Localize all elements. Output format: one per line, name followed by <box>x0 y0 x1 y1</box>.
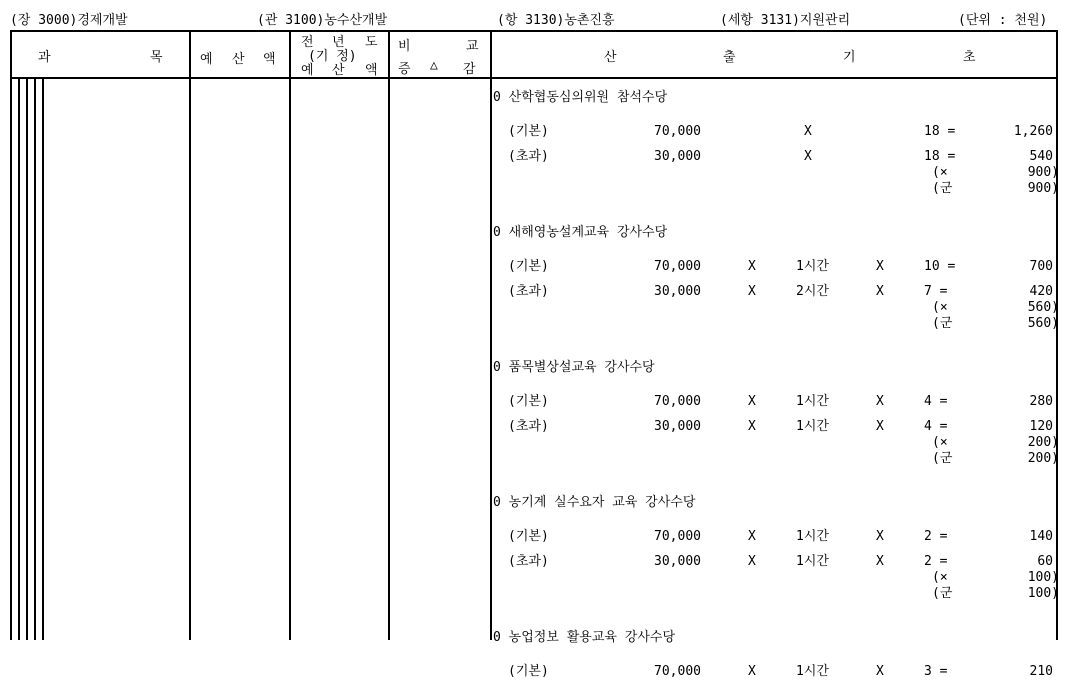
col-header-compare-bot-1: 증 <box>398 62 411 77</box>
subtotal-label: (× <box>932 570 948 585</box>
subtotal-value: 200) <box>1027 451 1059 466</box>
section-title: 0 새해영농설계교육 강사수당 <box>493 225 668 240</box>
row-amount: 30,000 <box>654 149 701 164</box>
row-total: 210 <box>1029 664 1053 679</box>
row-total: 420 <box>1029 284 1053 299</box>
row-amount: 70,000 <box>654 259 701 274</box>
row-label: (초과) <box>508 554 549 569</box>
row-hours: 1시간 <box>796 394 829 409</box>
row-hours: 2시간 <box>796 284 829 299</box>
subtotal-value: 900) <box>1027 181 1059 196</box>
subtotal-value: 560) <box>1027 316 1059 331</box>
row-total: 120 <box>1029 419 1053 434</box>
col-header-prev-bot-2: 산 <box>332 63 345 78</box>
row-label: (기본) <box>508 529 549 544</box>
col-header-prev-top-1: 전 <box>301 35 314 50</box>
row-multiply-2: X <box>876 664 884 679</box>
row-multiply-2: X <box>876 419 884 434</box>
row-multiply-1: X <box>748 259 756 274</box>
row-amount: 30,000 <box>654 419 701 434</box>
row-hours: 1시간 <box>796 554 829 569</box>
row-count: 10 = <box>924 259 956 274</box>
col-divider-budget <box>289 30 291 640</box>
col-header-prev-mid: (기 정) <box>308 49 357 64</box>
row-multiply-1: X <box>748 664 756 679</box>
row-label: (초과) <box>508 284 549 299</box>
row-hours: 1시간 <box>796 529 829 544</box>
subtotal-value: 100) <box>1027 570 1059 585</box>
row-hours: 1시간 <box>796 259 829 274</box>
row-amount: 30,000 <box>654 554 701 569</box>
header-hang: (항 3130)농촌진흥 <box>497 13 615 28</box>
subtotal-value: 100) <box>1027 586 1059 601</box>
subtotal-label: (군 <box>932 316 953 331</box>
row-total: 1,260 <box>1013 124 1053 139</box>
col-header-subject-1: 과 <box>38 50 51 65</box>
header-bottom-border <box>10 77 1058 79</box>
row-multiply-2: X <box>876 554 884 569</box>
subject-subline-4 <box>42 79 44 640</box>
subtotal-label: (군 <box>932 451 953 466</box>
col-header-budget-3: 액 <box>263 52 276 67</box>
row-count: 18 = <box>924 149 956 164</box>
section-title: 0 산학협동심의위원 참석수당 <box>493 90 668 105</box>
row-multiply-1: X <box>748 394 756 409</box>
col-header-compare-top-1: 비 <box>398 39 411 54</box>
col-divider-compare <box>490 30 492 640</box>
row-count: 2 = <box>924 529 948 544</box>
row-label: (초과) <box>508 149 549 164</box>
col-header-calc-1: 산 <box>604 50 617 65</box>
subtotal-value: 560) <box>1027 300 1059 315</box>
row-hours: 1시간 <box>796 419 829 434</box>
subject-subline-3 <box>34 79 36 640</box>
col-header-budget-1: 예 <box>200 52 213 67</box>
table-right-border <box>1056 30 1058 640</box>
subtotal-value: 900) <box>1027 165 1059 180</box>
col-header-prev-top-3: 도 <box>365 35 378 50</box>
row-multiply-2: X <box>876 529 884 544</box>
row-count: 3 = <box>924 664 948 679</box>
row-label: (초과) <box>508 419 549 434</box>
row-multiply-2: X <box>876 259 884 274</box>
row-multiply-1: X <box>748 529 756 544</box>
row-amount: 70,000 <box>654 664 701 679</box>
row-hours: 1시간 <box>796 664 829 679</box>
row-count: 4 = <box>924 394 948 409</box>
subtotal-label: (× <box>932 300 948 315</box>
row-total: 140 <box>1029 529 1053 544</box>
col-header-compare-top-2: 교 <box>466 39 479 54</box>
row-multiply-2: X <box>804 149 812 164</box>
row-amount: 30,000 <box>654 284 701 299</box>
row-multiply-2: X <box>876 394 884 409</box>
subtotal-label: (군 <box>932 181 953 196</box>
col-header-prev-bot-1: 예 <box>301 63 314 78</box>
row-multiply-2: X <box>804 124 812 139</box>
col-divider-subject <box>189 30 191 640</box>
header-sehang: (세항 3131)지원관리 <box>720 13 851 28</box>
subject-subline-2 <box>26 79 28 640</box>
row-label: (기본) <box>508 394 549 409</box>
row-total: 540 <box>1029 149 1053 164</box>
row-count: 4 = <box>924 419 948 434</box>
row-multiply-1: X <box>748 419 756 434</box>
row-amount: 70,000 <box>654 394 701 409</box>
row-amount: 70,000 <box>654 529 701 544</box>
row-multiply-2: X <box>876 284 884 299</box>
header-jang: (장 3000)경제개발 <box>10 13 128 28</box>
row-count: 2 = <box>924 554 948 569</box>
section-title: 0 농기계 실수요자 교육 강사수당 <box>493 495 696 510</box>
row-total: 60 <box>1037 554 1053 569</box>
row-count: 7 = <box>924 284 948 299</box>
row-total: 280 <box>1029 394 1053 409</box>
row-total: 700 <box>1029 259 1053 274</box>
subtotal-label: (× <box>932 165 948 180</box>
row-count: 18 = <box>924 124 956 139</box>
row-label: (기본) <box>508 259 549 274</box>
col-header-subject-2: 목 <box>150 50 163 65</box>
header-gwan: (관 3100)농수산개발 <box>257 13 388 28</box>
row-label: (기본) <box>508 664 549 679</box>
section-title: 0 품목별상설교육 강사수당 <box>493 360 655 375</box>
col-divider-prev <box>388 30 390 640</box>
col-header-compare-bot-3: 감 <box>463 62 476 77</box>
row-multiply-1: X <box>748 284 756 299</box>
col-header-prev-bot-3: 액 <box>365 63 378 78</box>
col-header-budget-2: 산 <box>232 52 245 67</box>
table-left-border <box>10 30 12 640</box>
subtotal-label: (× <box>932 435 948 450</box>
row-label: (기본) <box>508 124 549 139</box>
budget-table <box>10 30 1058 640</box>
subtotal-label: (군 <box>932 586 953 601</box>
subject-subline-1 <box>18 79 20 640</box>
row-multiply-1: X <box>748 554 756 569</box>
col-header-calc-2: 출 <box>723 50 736 65</box>
table-top-border <box>10 30 1058 32</box>
row-amount: 70,000 <box>654 124 701 139</box>
header-unit: (단위 : 천원) <box>958 13 1048 28</box>
section-title: 0 농업정보 활용교육 강사수당 <box>493 630 676 645</box>
col-header-calc-4: 초 <box>963 50 976 65</box>
col-header-prev-top-2: 년 <box>332 35 345 50</box>
col-header-calc-3: 기 <box>843 50 856 65</box>
col-header-compare-bot-2: △ <box>430 58 438 73</box>
subtotal-value: 200) <box>1027 435 1059 450</box>
